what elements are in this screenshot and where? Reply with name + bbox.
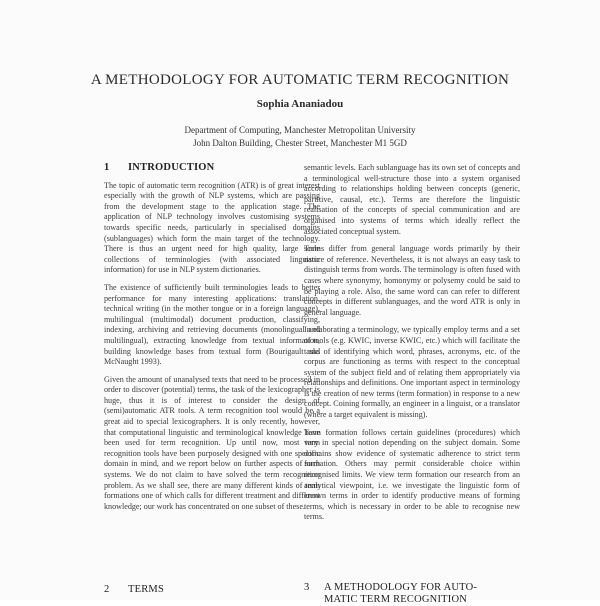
paragraph: semantic levels. Each sublanguage has its own set of concepts and a terminological well-structure those into a system organised according to relationships holding between concepts (generic, partitive, causal, etc.). Terms are therefore the linguistic realisation of the concepts of special communication and are organised into systems of terms which ideally reflect the associated conceptual system.	[304, 163, 520, 236]
section-title: INTRODUCTION	[128, 162, 215, 173]
section-title: A METHODOLOGY FOR AUTO-	[324, 582, 478, 593]
paragraph: The topic of automatic term recognition (ATR) is of great interest especially with the growth of NLP systems, which are passing from the development stage to the application stage. The application of NLP technology involves customising systems towards specific needs, particularly in specialised domains (sublanguages) which form the main target of the technology. There is thus an urgent need for high quality, large scale collections of terminologies (with associated linguistic information) for use in NLP system dictionaries.	[104, 180, 320, 275]
section-heading-methodology	[304, 582, 477, 606]
paragraph: Terms differ from general language words primarily by their nature of reference. Nevertheless, it is not always an easy task to distinguish terms from words. The terminology is often fused with cases where synonymy, homonymy or polysemy could be said to be playing a role. Also, the same word can can refer to different concepts in different sublanguages, and the word ATR is only in general language.	[304, 244, 520, 317]
affiliation-line-1: Department of Computing, Manchester Metropolitan University	[184, 125, 416, 135]
section-number: 3	[304, 582, 310, 593]
author-name: Sophia Ananiadou	[256, 98, 344, 110]
right-column	[304, 163, 520, 530]
paragraph: In elaborating a terminology, we typically employ terms and a set of tools (e.g. KWIC, inverse KWIC, etc.) which will facilitate the tasks of identifying which word, phrases, acronyms, etc. of the corpus are functioning as terms with respect to the conceptual system of the subject field and of relating them appropriately via relationships and definitions. One important aspect in terminology is the creation of new terms (term formation) in response to a new concept. Coining formally, an engineer in a linguist, or a translator (where a target equivalent is missing).	[304, 325, 520, 420]
section-number: 1	[104, 162, 110, 173]
section-number: 2	[104, 584, 110, 595]
affiliation-line-2: John Dalton Building, Chester Street, Manchester M1 5GD	[193, 138, 407, 148]
paragraph: Term formation follows certain guidelines (procedures) which vary in special notion depending on the subject domain. Some domains show evidence of systematic adherence to strict term formation. Others may permit considerable choice within recognised limits. We view term formation our research from an analytical viewpoint, i.e. we investigate the linguistic form of known terms in order to identify productive means of forming terms, which is necessary in order to be able to recognise new terms.	[304, 427, 520, 522]
paragraph: Given the amount of unanalysed texts that need to be processed in order to discover (potential) terms, the task of the lexicographer is huge, thus it is of interest to consider the design of (semi)automatic ATR tools. A term recognition tool would be a great aid to special lexicographers. It is only recently, however, that computational linguistic and terminological knowledge have been used for term recognition. Up until now, most term recognition tools have been purposely designed with one specific domain in mind, and we report below on further aspects of such systems. We do not claim to have solved the term recognition problem. As we shall see, there are many different kinds of term formations one of which calls for different treatment and different knowledge; our work has concentrated on one subset of these.	[104, 374, 320, 511]
section-title: TERMS	[128, 584, 165, 595]
paragraph: The existence of sufficiently built terminologies leads to better performance for many interesting applications: translation, technical writing (in the mother tongue or in a foreign language), multilingual (multimodal) document production, classifying, indexing, archiving and retrieving documents (monolingual and multilingual), extracting knowledge from textual information, building knowledge bases from textual form (Bourigault and McNaught 1993).	[104, 282, 320, 367]
paper-title: A METHODOLOGY FOR AUTOMATIC TERM RECOGNITION	[90, 72, 510, 88]
section-heading-introduction	[104, 163, 320, 174]
section-heading-terms	[104, 584, 164, 595]
left-column	[104, 163, 320, 519]
section-title-continuation: MATIC TERM RECOGNITION	[324, 594, 468, 605]
affiliation-block	[0, 124, 600, 150]
